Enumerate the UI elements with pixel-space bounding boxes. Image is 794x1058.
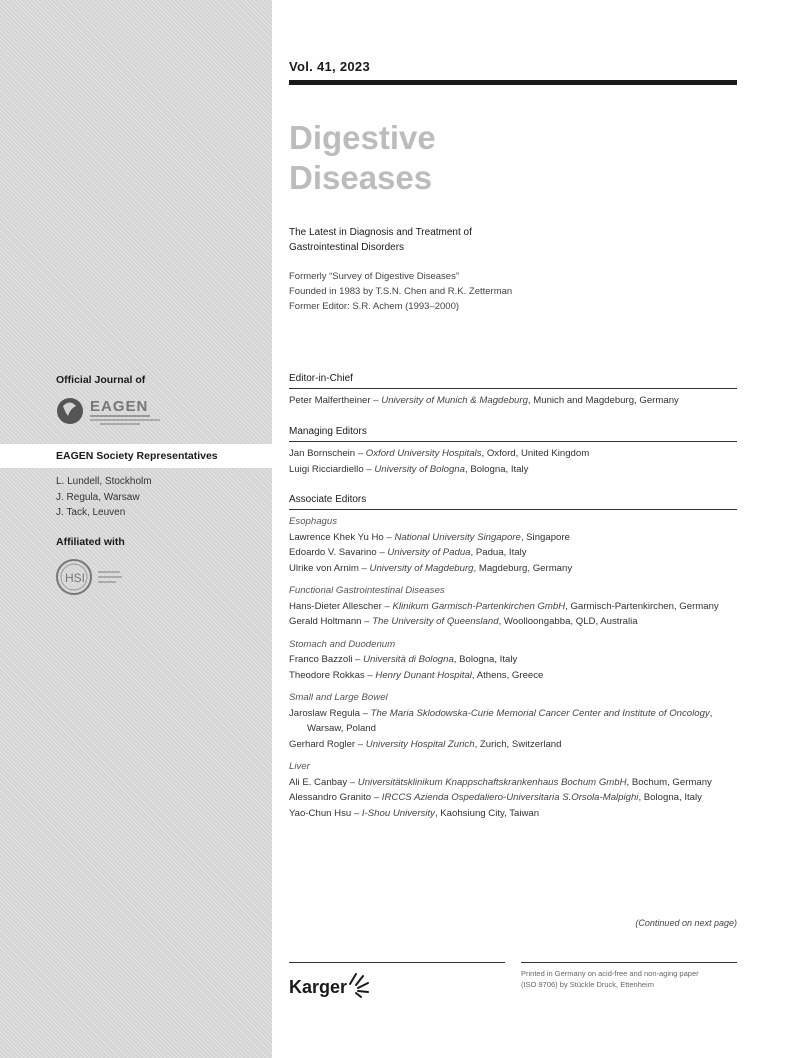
eagen-logo — [56, 394, 171, 428]
representatives-heading: EAGEN Society Representatives — [56, 450, 218, 462]
editor-in-chief-section — [289, 373, 737, 409]
editor-entry: Yao-Chun Hsu – I-Shou University, Kaohsiung City, Taiwan — [289, 807, 540, 819]
managing-editors-section — [289, 426, 737, 477]
continued-note: (Continued on next page) — [635, 918, 737, 928]
printing-note — [521, 968, 699, 990]
founded-line: Founded in 1983 by T.S.N. Chen and R.K. Zetterman — [289, 286, 513, 297]
editor-entry: Lawrence Khek Yu Ho – National University Singapore, Singapore — [289, 531, 570, 543]
category-label: Liver — [289, 761, 310, 772]
editor-entry: Jaroslaw Regula – The Maria Sklodowska-Curie Memorial Cancer Center and Institute of Oncology, — [289, 707, 713, 719]
editor-entry: Jan Bornschein – Oxford University Hospitals, Oxford, United Kingdom — [289, 448, 590, 459]
editor-entry: Franco Bazzoli – Università di Bologna, Bologna, Italy — [289, 654, 518, 665]
sidebar — [0, 0, 272, 1058]
section-heading: Associate Editors — [289, 494, 737, 510]
volume-label: Vol. 41, 2023 — [289, 59, 370, 74]
category-label: Esophagus — [289, 516, 338, 527]
editor-entry: Gerald Holtmann – The University of Queensland, Woolloongabba, QLD, Australia — [289, 616, 638, 627]
official-journal-label: Official Journal of — [56, 374, 146, 386]
representative: J. Tack, Leuven — [56, 507, 126, 518]
representatives-list — [56, 474, 152, 521]
category-label: Functional Gastrointestinal Diseases — [289, 585, 445, 596]
formerly-line: Formerly “Survey of Digestive Diseases” — [289, 271, 459, 282]
editor-entry: Alessandro Granito – IRCCS Azienda Ospedaliero-Universitaria S.Orsola-Malpighi, Bologna, Italy — [289, 792, 702, 803]
subtitle-line: The Latest in Diagnosis and Treatment of — [289, 227, 472, 238]
journal-history — [289, 269, 512, 314]
former-editor-line: Former Editor: S.R. Achem (1993–2000) — [289, 301, 460, 312]
journal-title — [289, 118, 436, 198]
title-line: Diseases — [289, 159, 433, 196]
journal-subtitle — [289, 225, 549, 255]
representative: L. Lundell, Stockholm — [56, 476, 152, 487]
editor-entry: Ulrike von Arnim – University of Magdeburg, Magdeburg, Germany — [289, 562, 573, 574]
footer-rule-right — [521, 962, 737, 963]
hsi-logo-text: HSI — [65, 571, 86, 585]
title-line: Digestive — [289, 119, 436, 156]
category-label: Small and Large Bowel — [289, 692, 388, 703]
hsi-logo — [56, 557, 126, 597]
editor-entry-continuation: Warsaw, Poland — [307, 723, 376, 734]
editor-entry: Hans-Dieter Allescher – Klinikum Garmisch-Partenkirchen GmbH, Garmisch-Partenkirchen, Germany — [289, 600, 719, 612]
affiliated-label: Affiliated with — [56, 536, 125, 548]
category-label: Stomach and Duodenum — [289, 638, 396, 650]
printing-line: Printed in Germany on acid-free and non-aging paper — [521, 969, 699, 978]
printing-line: (ISO 9706) by Stückle Druck, Ettenheim — [521, 980, 654, 989]
representatives-band — [0, 444, 272, 468]
footer-rule-left — [289, 962, 505, 963]
editor-entry: Luigi Ricciardiello – University of Bologna, Bologna, Italy — [289, 463, 529, 475]
editor-entry: Gerhard Rogler – University Hospital Zurich, Zurich, Switzerland — [289, 738, 562, 750]
editor-entry: Peter Malfertheiner – University of Munich & Magdeburg, Munich and Magdeburg, Germany — [289, 395, 679, 406]
karger-burst-icon — [346, 970, 378, 998]
volume-rule — [289, 80, 737, 85]
editor-entry: Theodore Rokkas – Henry Dunant Hospital, Athens, Greece — [289, 669, 544, 681]
eagen-logo-text: EAGEN — [90, 398, 149, 415]
subtitle-line: Gastrointestinal Disorders — [289, 242, 405, 253]
section-heading: Editor-in-Chief — [289, 373, 737, 389]
section-heading: Managing Editors — [289, 426, 737, 442]
representative: J. Regula, Warsaw — [56, 491, 140, 503]
editor-entry: Ali E. Canbay – Universitätsklinikum Knappschaftskrankenhaus Bochum GmbH, Bochum, Germany — [289, 776, 712, 788]
karger-logo-text: Karger — [289, 977, 348, 997]
editor-entry: Edoardo V. Savarino – University of Padua, Padua, Italy — [289, 547, 527, 558]
associate-editors-section — [289, 494, 737, 821]
